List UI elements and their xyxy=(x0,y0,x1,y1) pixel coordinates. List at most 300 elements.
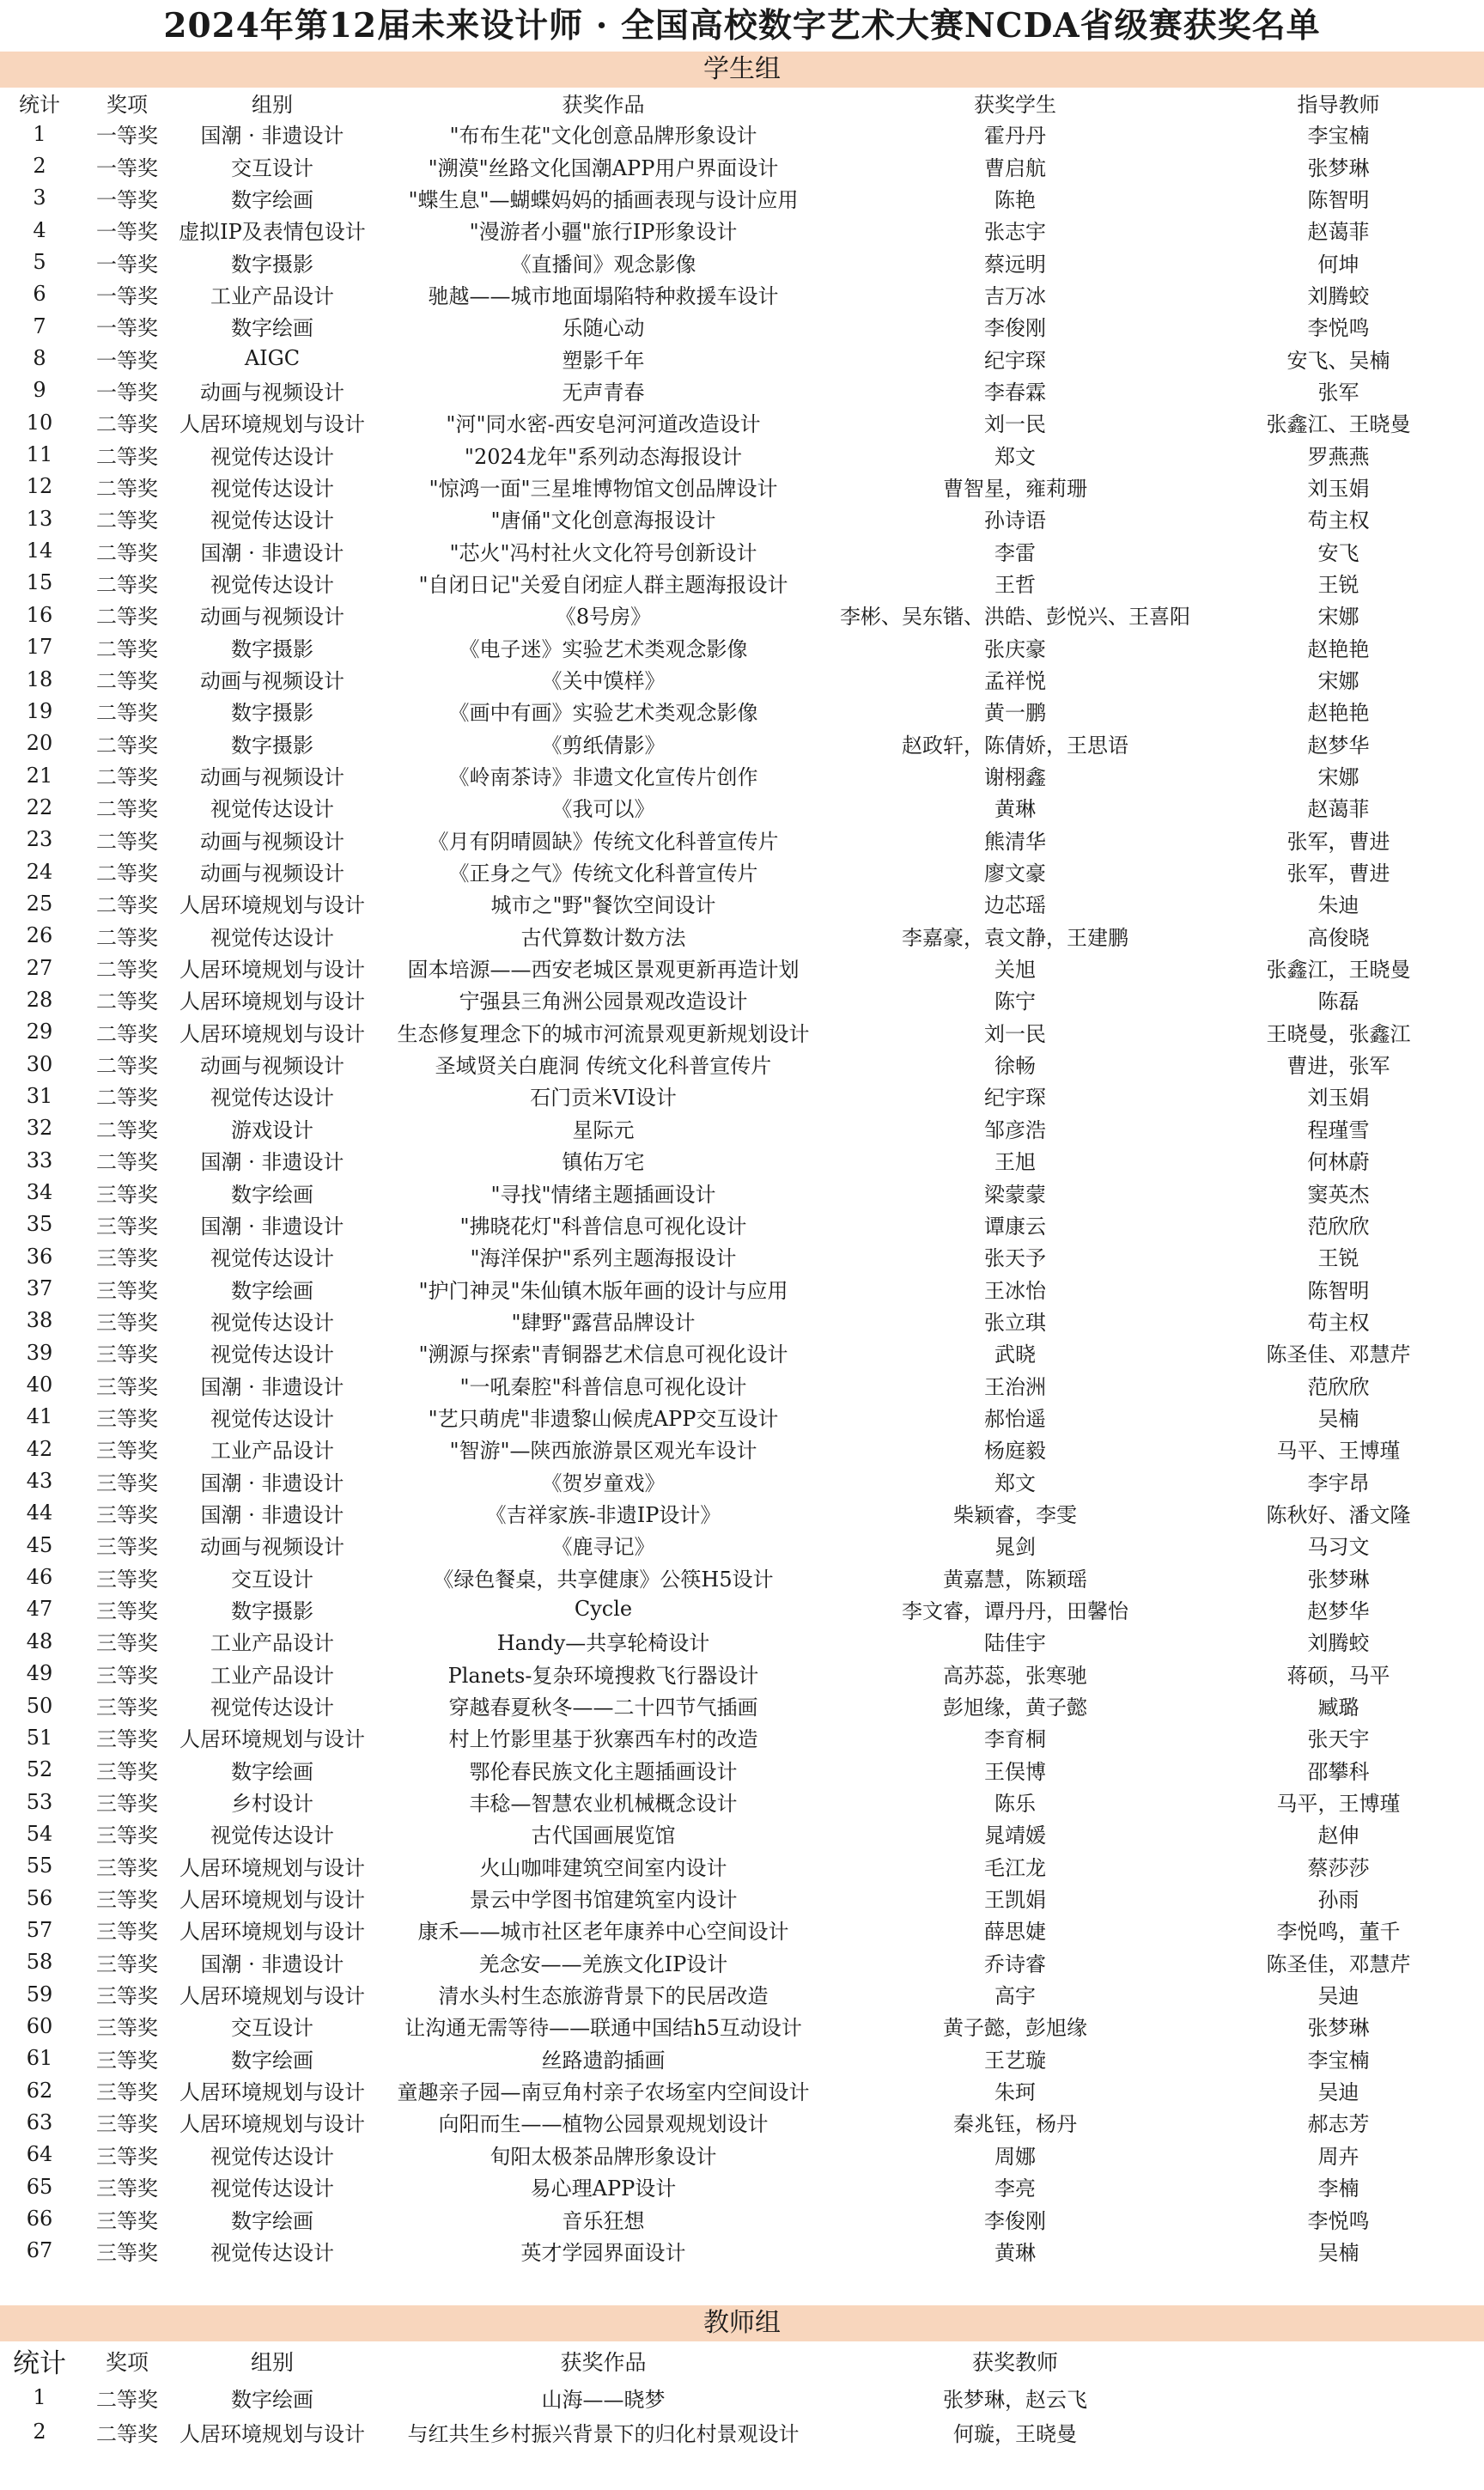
cell-advisor: 苟主权 xyxy=(1307,1310,1370,1335)
cell-work: 向阳而生——植物公园景观规划设计 xyxy=(438,2112,769,2137)
cell-work: "海洋保护"系列主题海报设计 xyxy=(470,1246,737,1271)
cell-winners: 黄琳 xyxy=(994,2240,1036,2265)
cell-winners: 张天予 xyxy=(984,1246,1046,1271)
cell-index: 14 xyxy=(26,539,53,563)
cell-category: 动画与视频设计 xyxy=(200,1054,344,1079)
cell-advisor: 李宝楠 xyxy=(1307,2048,1370,2073)
cell-advisor: 张军，曹进 xyxy=(1286,861,1390,886)
cell-winners: 武晓 xyxy=(994,1342,1036,1367)
cell-category: 视觉传达设计 xyxy=(210,476,334,501)
table-row xyxy=(0,1401,1484,1433)
cell-award: 三等奖 xyxy=(96,1855,158,1880)
table-row xyxy=(0,534,1484,566)
cell-work: 《剪纸倩影》 xyxy=(541,733,666,758)
cell-work: 《岭南茶诗》非遗文化宣传片创作 xyxy=(448,765,758,790)
cell-winners: 毛江龙 xyxy=(984,1855,1046,1880)
cell-category: 国潮 · 非遗设计 xyxy=(200,1374,344,1399)
cell-winners: 朱珂 xyxy=(994,2080,1036,2105)
cell-advisor: 苟主权 xyxy=(1307,508,1370,533)
cell-index: 57 xyxy=(26,1917,53,1942)
cell-winners: 孟祥悦 xyxy=(984,669,1046,694)
cell-award: 二等奖 xyxy=(96,669,158,694)
cell-advisor: 宋娜 xyxy=(1317,605,1359,630)
cell-category: 人居环境规划与设计 xyxy=(179,2080,365,2105)
cell-award: 二等奖 xyxy=(96,958,158,983)
cell-index: 52 xyxy=(26,1757,53,1782)
table-row xyxy=(0,342,1484,374)
cell-category: 动画与视频设计 xyxy=(200,861,344,886)
table-row xyxy=(0,1433,1484,1464)
cell-winners: 陆佳宇 xyxy=(984,1631,1046,1656)
cell-award: 三等奖 xyxy=(96,1535,158,1560)
table-row xyxy=(0,1882,1484,1914)
cell-category: 数字绘画 xyxy=(231,2048,313,2073)
cell-index: 51 xyxy=(26,1725,53,1750)
cell-advisor: 刘腾蛟 xyxy=(1307,1631,1370,1656)
cell-category: 交互设计 xyxy=(231,1567,313,1592)
cell-index: 11 xyxy=(26,442,53,467)
cell-advisor: 曹进，张军 xyxy=(1286,1054,1390,1079)
cell-advisor: 陈秋好、潘文隆 xyxy=(1266,1502,1411,1527)
cell-index: 27 xyxy=(26,955,53,980)
table-row xyxy=(0,1754,1484,1786)
cell-category: 视觉传达设计 xyxy=(210,508,334,533)
cell-category: 数字绘画 xyxy=(231,1278,313,1303)
cell-work: 羌念安——羌族文化IP设计 xyxy=(478,1951,728,1976)
cell-award: 二等奖 xyxy=(96,476,158,501)
cell-index: 13 xyxy=(26,506,53,531)
cell-category: 视觉传达设计 xyxy=(210,1696,334,1720)
cell-work: 景云中学图书馆建筑室内设计 xyxy=(469,1888,738,1913)
cell-advisor: 陈磊 xyxy=(1317,989,1359,1014)
cell-work: 易心理APP设计 xyxy=(530,2176,677,2201)
table-row xyxy=(0,1625,1484,1657)
cell-category: 人居环境规划与设计 xyxy=(179,989,365,1014)
cell-award: 一等奖 xyxy=(96,155,158,180)
table-row xyxy=(0,2139,1484,2170)
cell-award: 三等奖 xyxy=(96,1278,158,1303)
cell-award: 二等奖 xyxy=(96,1021,158,1046)
cell-index: 22 xyxy=(26,794,53,819)
cell-work: "护门神灵"朱仙镇木版年画的设计与应用 xyxy=(418,1278,788,1303)
cell-winners: 蔡远明 xyxy=(984,252,1046,277)
student-table-body xyxy=(0,118,1484,2267)
table-row xyxy=(0,374,1484,406)
cell-work: "布布生花"文化创意品牌形象设计 xyxy=(449,124,757,149)
cell-index: 45 xyxy=(26,1532,53,1557)
cell-award: 三等奖 xyxy=(96,1470,158,1495)
cell-index: 34 xyxy=(26,1180,53,1205)
cell-award: 二等奖 xyxy=(96,605,158,630)
cell-award: 二等奖 xyxy=(96,1117,158,1142)
cell-index: 5 xyxy=(33,250,46,275)
cell-category: 视觉传达设计 xyxy=(210,1406,334,1431)
cell-index: 7 xyxy=(33,314,46,338)
cell-work: "溯源与探索"青铜器艺术信息可视化设计 xyxy=(418,1342,788,1367)
cell-index: 65 xyxy=(26,2174,53,2199)
cell-winners: 曹启航 xyxy=(984,155,1046,180)
table-row xyxy=(0,1240,1484,1272)
col-header-index: 统计 xyxy=(13,2348,66,2380)
cell-award: 一等奖 xyxy=(96,316,158,341)
cell-category: 人居环境规划与设计 xyxy=(179,2421,365,2446)
teacher-group-header: 教师组 xyxy=(0,2305,1484,2341)
table-row xyxy=(0,1497,1484,1529)
cell-advisor: 李楠 xyxy=(1317,2176,1359,2201)
student-award-table xyxy=(0,88,1484,2267)
cell-category: 视觉传达设计 xyxy=(210,1342,334,1367)
cell-winners: 李嘉豪，袁文静，王建鹏 xyxy=(902,925,1128,950)
cell-category: 游戏设计 xyxy=(231,1117,313,1142)
cell-index: 67 xyxy=(26,2238,53,2263)
cell-advisor: 窦英杰 xyxy=(1307,1182,1370,1207)
cell-index: 28 xyxy=(26,987,53,1012)
cell-award: 二等奖 xyxy=(96,733,158,758)
cell-advisor: 刘腾蛟 xyxy=(1307,283,1370,308)
table-row xyxy=(0,855,1484,887)
cell-award: 三等奖 xyxy=(96,2016,158,2041)
cell-winners: 赵政轩，陈倩娇，王思语 xyxy=(902,733,1128,758)
cell-work: 镇佑万宅 xyxy=(562,1150,645,1175)
cell-category: 人居环境规划与设计 xyxy=(179,412,365,437)
cell-index: 49 xyxy=(26,1661,53,1686)
teacher-table-header-row xyxy=(0,2341,1484,2380)
cell-index: 60 xyxy=(26,2013,53,2038)
cell-work: 《月有阴晴圆缺》传统文化科普宣传片 xyxy=(428,829,779,854)
cell-winners: 黄子懿，彭旭缘 xyxy=(943,2016,1087,2041)
cell-advisor: 王锐 xyxy=(1317,1246,1359,1271)
cell-advisor: 高俊晓 xyxy=(1307,925,1370,950)
cell-award: 三等奖 xyxy=(96,1631,158,1656)
cell-advisor: 张军 xyxy=(1317,380,1359,405)
cell-category: 视觉传达设计 xyxy=(210,572,334,597)
cell-award: 三等奖 xyxy=(96,1246,158,1271)
cell-category: 国潮 · 非遗设计 xyxy=(200,1214,344,1239)
table-row xyxy=(0,1176,1484,1208)
cell-work: 鄂伦春民族文化主题插画设计 xyxy=(469,1759,738,1784)
cell-index: 12 xyxy=(26,474,53,499)
table-row xyxy=(0,1689,1484,1721)
table-row xyxy=(0,759,1484,791)
table-row xyxy=(0,182,1484,214)
table-row xyxy=(0,1817,1484,1849)
col-header-work: 获奖作品 xyxy=(562,93,645,117)
cell-work: 乐随心动 xyxy=(562,316,645,341)
cell-category: 国潮 · 非遗设计 xyxy=(200,124,344,149)
cell-index: 16 xyxy=(26,602,53,627)
cell-winners: 陈乐 xyxy=(994,1792,1036,1817)
cell-work: "溯漠"丝路文化国潮APP用户界面设计 xyxy=(428,155,779,180)
cell-category: AIGC xyxy=(244,346,301,371)
cell-award: 二等奖 xyxy=(96,540,158,565)
cell-index: 47 xyxy=(26,1597,53,1622)
cell-category: 虚拟IP及表情包设计 xyxy=(179,220,366,245)
cell-work: 清水头村生态旅游背景下的民居改造 xyxy=(438,1984,769,2009)
cell-winners: 王哲 xyxy=(994,572,1036,597)
table-row xyxy=(0,149,1484,181)
cell-work: Cycle xyxy=(574,1597,633,1622)
table-row xyxy=(0,1914,1484,1945)
cell-work: 古代国画展览馆 xyxy=(531,1823,676,1848)
cell-category: 视觉传达设计 xyxy=(210,2240,334,2265)
cell-index: 55 xyxy=(26,1854,53,1878)
cell-advisor: 张军，曹进 xyxy=(1286,829,1390,854)
cell-work: "河"同水密-西安皂河河道改造设计 xyxy=(446,412,761,437)
cell-work: 《直播间》观念影像 xyxy=(510,252,696,277)
cell-index: 42 xyxy=(26,1436,53,1461)
cell-category: 数字绘画 xyxy=(231,1182,313,1207)
cell-category: 数字摄影 xyxy=(231,1598,313,1623)
cell-index: 1 xyxy=(33,121,46,146)
cell-advisor: 陈智明 xyxy=(1307,187,1370,212)
cell-category: 数字绘画 xyxy=(231,187,313,212)
cell-advisor: 范欣欣 xyxy=(1307,1374,1370,1399)
cell-category: 人居环境规划与设计 xyxy=(179,1855,365,1880)
cell-award: 一等奖 xyxy=(96,124,158,149)
cell-category: 视觉传达设计 xyxy=(210,444,334,469)
cell-winners: 晁靖媛 xyxy=(984,1823,1046,1848)
cell-winners: 周娜 xyxy=(994,2144,1036,2169)
cell-award: 三等奖 xyxy=(96,2144,158,2169)
student-table-header-row xyxy=(0,88,1484,118)
cell-advisor: 李悦鸣 xyxy=(1307,316,1370,341)
table-row xyxy=(0,2202,1484,2234)
cell-award: 三等奖 xyxy=(96,1823,158,1848)
cell-work: 固本培源——西安老城区景观更新再造计划 xyxy=(407,958,800,983)
cell-work: 山海——晓梦 xyxy=(541,2387,666,2412)
table-row xyxy=(0,502,1484,534)
cell-index: 59 xyxy=(26,1982,53,2006)
table-row xyxy=(0,1850,1484,1882)
cell-category: 视觉传达设计 xyxy=(210,1310,334,1335)
cell-index: 36 xyxy=(26,1244,53,1269)
cell-category: 数字摄影 xyxy=(231,733,313,758)
cell-award: 三等奖 xyxy=(96,1598,158,1623)
cell-winners: 王俣博 xyxy=(984,1759,1046,1784)
cell-advisor: 赵伸 xyxy=(1317,1823,1359,1848)
cell-award: 二等奖 xyxy=(96,1150,158,1175)
cell-advisor: 臧璐 xyxy=(1317,1696,1359,1720)
col-header-award: 奖项 xyxy=(106,93,148,117)
cell-category: 人居环境规划与设计 xyxy=(179,893,365,918)
cell-advisor: 张梦琳 xyxy=(1307,155,1370,180)
cell-advisor: 王锐 xyxy=(1317,572,1359,597)
cell-advisor: 赵梦华 xyxy=(1307,1598,1370,1623)
cell-winners: 廖文豪 xyxy=(984,861,1046,886)
cell-award: 三等奖 xyxy=(96,2080,158,2105)
cell-advisor: 赵艳艳 xyxy=(1307,701,1370,726)
cell-advisor: 吴楠 xyxy=(1317,2240,1359,2265)
table-row xyxy=(0,246,1484,277)
cell-work: 丝路遗韵插画 xyxy=(541,2048,666,2073)
table-row xyxy=(0,1336,1484,1368)
cell-index: 63 xyxy=(26,2109,53,2134)
table-row xyxy=(0,1529,1484,1561)
cell-index: 53 xyxy=(26,1789,53,1814)
col-header-category: 组别 xyxy=(250,2349,294,2375)
cell-award: 二等奖 xyxy=(96,989,158,1014)
cell-advisor: 程瑾雪 xyxy=(1307,1117,1370,1142)
cell-index: 50 xyxy=(26,1693,53,1718)
cell-award: 三等奖 xyxy=(96,1920,158,1945)
cell-category: 交互设计 xyxy=(231,155,313,180)
cell-award: 二等奖 xyxy=(96,1054,158,1079)
cell-advisor: 张天宇 xyxy=(1307,1727,1370,1752)
cell-work: 丰稔—智慧农业机械概念设计 xyxy=(469,1792,738,1817)
cell-award: 三等奖 xyxy=(96,1984,158,2009)
cell-category: 国潮 · 非遗设计 xyxy=(200,1951,344,1976)
cell-advisor: 吴迪 xyxy=(1317,2080,1359,2105)
cell-index: 31 xyxy=(26,1083,53,1108)
cell-teachers: 张梦琳，赵云飞 xyxy=(943,2387,1087,2412)
cell-index: 1 xyxy=(33,2385,46,2410)
cell-work: "芯火"冯村社火文化符号创新设计 xyxy=(449,540,757,565)
table-row xyxy=(0,920,1484,952)
cell-award: 二等奖 xyxy=(96,861,158,886)
table-row xyxy=(0,2106,1484,2138)
cell-index: 40 xyxy=(26,1373,53,1397)
table-row xyxy=(0,791,1484,823)
cell-winners: 谭康云 xyxy=(984,1214,1046,1239)
cell-award: 二等奖 xyxy=(96,701,158,726)
cell-empty xyxy=(1193,2414,1484,2449)
cell-index: 61 xyxy=(26,2046,53,2071)
cell-index: 18 xyxy=(26,667,53,691)
table-row xyxy=(0,1272,1484,1304)
table-row xyxy=(0,2074,1484,2106)
cell-category: 动画与视频设计 xyxy=(200,765,344,790)
cell-winners: 李文睿，谭丹丹，田馨怡 xyxy=(902,1598,1128,1623)
cell-advisor: 何林蔚 xyxy=(1307,1150,1370,1175)
cell-category: 数字摄影 xyxy=(231,701,313,726)
cell-advisor: 蒋硕，马平 xyxy=(1286,1663,1390,1688)
cell-category: 数字绘画 xyxy=(231,1759,313,1784)
col-header-index: 统计 xyxy=(19,93,60,117)
table-row xyxy=(0,599,1484,630)
cell-index: 23 xyxy=(26,827,53,852)
cell-winners: 郝怡遥 xyxy=(984,1406,1046,1431)
cell-work: 古代算数计数方法 xyxy=(520,925,686,950)
cell-winners: 霍丹丹 xyxy=(984,124,1046,149)
table-row xyxy=(0,983,1484,1015)
cell-winners: 徐畅 xyxy=(994,1054,1036,1079)
cell-work: 《我可以》 xyxy=(551,797,655,822)
cell-work: 《电子迷》实验艺术类观念影像 xyxy=(459,636,748,661)
cell-advisor: 范欣欣 xyxy=(1307,1214,1370,1239)
cell-winners: 郑文 xyxy=(994,1470,1036,1495)
cell-work: "肆野"露营品牌设计 xyxy=(511,1310,696,1335)
cell-work: "惊鸿一面"三星堆博物馆文创品牌设计 xyxy=(429,476,778,501)
cell-winners: 梁蒙蒙 xyxy=(984,1182,1046,1207)
cell-work: 圣域贤关白鹿洞 传统文化科普宣传片 xyxy=(435,1054,772,1079)
cell-index: 6 xyxy=(33,282,46,307)
table-row xyxy=(0,2170,1484,2202)
cell-work: 宁强县三角洲公园景观改造设计 xyxy=(459,989,748,1014)
table-row xyxy=(0,310,1484,342)
cell-advisor: 张鑫江，王晓曼 xyxy=(1266,958,1411,983)
cell-winners: 黄嘉慧，陈颖瑶 xyxy=(943,1567,1087,1592)
cell-category: 数字绘画 xyxy=(231,316,313,341)
cell-index: 58 xyxy=(26,1950,53,1975)
student-group-header: 学生组 xyxy=(0,52,1484,88)
cell-index: 19 xyxy=(26,698,53,723)
cell-work: "蝶生息"—蝴蝶妈妈的插画表现与设计应用 xyxy=(408,187,799,212)
cell-work: 康禾——城市社区老年康养中心空间设计 xyxy=(417,1920,789,1945)
table-row xyxy=(0,2235,1484,2267)
cell-award: 三等奖 xyxy=(96,1727,158,1752)
cell-winners: 杨庭毅 xyxy=(984,1439,1046,1464)
cell-award: 一等奖 xyxy=(96,283,158,308)
cell-winners: 郑文 xyxy=(994,444,1036,469)
cell-category: 动画与视频设计 xyxy=(200,829,344,854)
cell-winners: 李俊刚 xyxy=(984,316,1046,341)
cell-advisor: 马平，王博瑾 xyxy=(1276,1792,1401,1817)
cell-award: 三等奖 xyxy=(96,2176,158,2201)
cell-advisor: 安飞、吴楠 xyxy=(1286,348,1390,373)
cell-advisor: 刘玉娟 xyxy=(1307,1086,1370,1111)
cell-work: 驰越——城市地面塌陷特种救援车设计 xyxy=(428,283,779,308)
cell-award: 二等奖 xyxy=(96,893,158,918)
teacher-table-body xyxy=(0,2380,1484,2449)
table-row xyxy=(0,1048,1484,1080)
cell-winners: 刘一民 xyxy=(984,412,1046,437)
cell-category: 视觉传达设计 xyxy=(210,1246,334,1271)
cell-category: 国潮 · 非遗设计 xyxy=(200,1470,344,1495)
cell-work: 旬阳太极茶品牌形象设计 xyxy=(490,2144,717,2169)
cell-award: 三等奖 xyxy=(96,1502,158,1527)
cell-advisor: 邵攀科 xyxy=(1307,1759,1370,1784)
cell-advisor: 李悦鸣 xyxy=(1307,2208,1370,2233)
cell-winners: 王旭 xyxy=(994,1150,1036,1175)
cell-winners: 乔诗睿 xyxy=(984,1951,1046,1976)
cell-winners: 柴颖睿，李雯 xyxy=(953,1502,1077,1527)
table-row xyxy=(0,1946,1484,1978)
cell-winners: 刘一民 xyxy=(984,1021,1046,1046)
cell-index: 41 xyxy=(26,1404,53,1429)
table-row xyxy=(0,887,1484,919)
cell-index: 43 xyxy=(26,1469,53,1494)
cell-award: 三等奖 xyxy=(96,1439,158,1464)
cell-advisor: 郝志芳 xyxy=(1307,2112,1370,2137)
teacher-award-table xyxy=(0,2341,1484,2449)
table-row xyxy=(0,663,1484,695)
cell-work: 《贺岁童戏》 xyxy=(541,1470,666,1495)
cell-award: 二等奖 xyxy=(96,2387,158,2412)
cell-category: 工业产品设计 xyxy=(210,1663,334,1688)
cell-work: 火山咖啡建筑空间室内设计 xyxy=(479,1855,727,1880)
cell-award: 二等奖 xyxy=(96,765,158,790)
cell-winners: 秦兆钰，杨丹 xyxy=(953,2112,1077,2137)
cell-index: 37 xyxy=(26,1276,53,1301)
cell-award: 一等奖 xyxy=(96,380,158,405)
table-row xyxy=(0,1658,1484,1689)
table-row xyxy=(0,1593,1484,1625)
cell-advisor: 张鑫江、王晓曼 xyxy=(1266,412,1411,437)
cell-category: 人居环境规划与设计 xyxy=(179,1021,365,1046)
cell-advisor: 赵艳艳 xyxy=(1307,636,1370,661)
cell-winners: 陈宁 xyxy=(994,989,1036,1014)
cell-empty xyxy=(1193,2380,1484,2414)
cell-work: Planets-复杂环境搜救飞行器设计 xyxy=(447,1663,759,1688)
cell-work: 塑影千年 xyxy=(562,348,645,373)
cell-work: "拂晓花灯"科普信息可视化设计 xyxy=(459,1214,747,1239)
cell-advisor: 李悦鸣，董千 xyxy=(1276,1920,1401,1945)
cell-index: 3 xyxy=(33,186,46,210)
cell-index: 24 xyxy=(26,859,53,884)
cell-index: 4 xyxy=(33,217,46,242)
cell-award: 二等奖 xyxy=(96,2421,158,2446)
col-header-teachers: 获奖教师 xyxy=(971,2349,1058,2375)
